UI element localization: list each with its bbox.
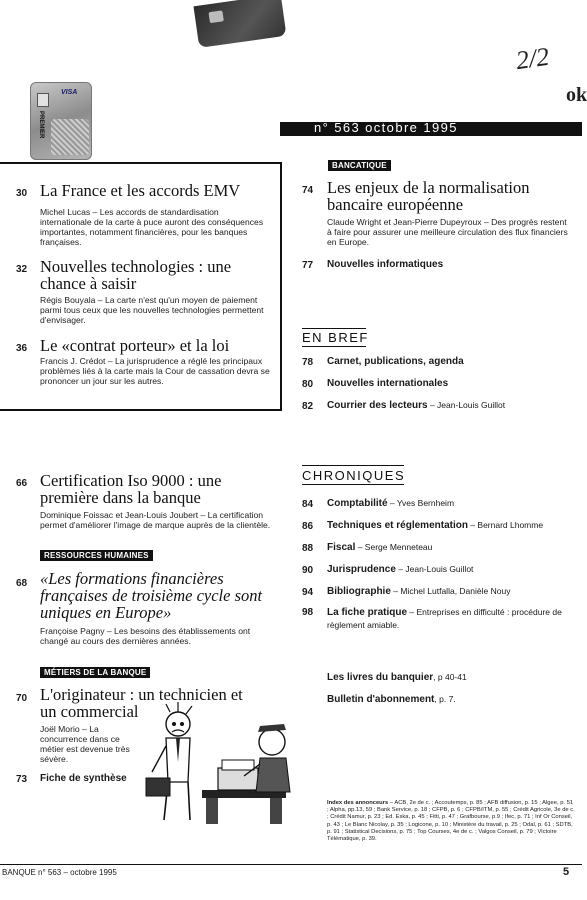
chronique-author: – Michel Lutfalla, Danièle Nouy bbox=[390, 586, 511, 596]
chronique-title-text: Bibliographie bbox=[327, 586, 391, 597]
footer-rule bbox=[0, 864, 582, 865]
article-title-formations[interactable]: «Les formations financières françaises de troisième cycle sont uniques en Europe» bbox=[40, 569, 263, 622]
brief-title-text: Nouvelles internationales bbox=[327, 378, 449, 389]
brief-title[interactable] bbox=[327, 378, 448, 389]
section-tag-metiers: MÉTIERS DE LA BANQUE bbox=[40, 667, 150, 678]
chroniques-rule bbox=[302, 465, 404, 466]
chronique-title[interactable] bbox=[327, 542, 432, 553]
page-number: 78 bbox=[302, 357, 314, 368]
page-number: 66 bbox=[16, 478, 28, 489]
annonceurs-index bbox=[327, 800, 575, 843]
page-number: 77 bbox=[302, 260, 314, 271]
article-title-emv[interactable]: La France et les accords EMV bbox=[40, 181, 241, 200]
handwritten-note: 2/2 bbox=[514, 41, 552, 76]
article-desc-certification: Dominique Foissac et Jean-Louis Joubert – La certification permet d'améliorer l'image de marque auprès de la clientèle. bbox=[40, 510, 271, 530]
page-number: 86 bbox=[302, 521, 314, 532]
page-number: 90 bbox=[302, 565, 314, 576]
page-number: 30 bbox=[16, 188, 28, 199]
en-bref-underline bbox=[302, 346, 366, 347]
page-number: 32 bbox=[16, 264, 28, 275]
bulletin-title: Bulletin d'abonnement bbox=[327, 694, 435, 705]
article-desc-originateur: Joël Morio – La concurrence dans ce métier est devenue très sévère. bbox=[40, 724, 130, 764]
page-number: 88 bbox=[302, 543, 314, 554]
chronique-title-text: La fiche pratique bbox=[327, 607, 408, 618]
bulletin-link[interactable] bbox=[327, 694, 456, 705]
chronique-author: – Serge Menneteau bbox=[355, 542, 433, 552]
page-number: 84 bbox=[302, 499, 314, 510]
article-desc-formations: Françoise Pagny – Les besoins des établissements ont changé au cours des dernières années. bbox=[40, 626, 251, 646]
card-chip-icon bbox=[37, 93, 49, 107]
corner-mark: ok bbox=[566, 84, 587, 106]
chronique-title[interactable] bbox=[327, 606, 577, 632]
card-pattern bbox=[51, 119, 89, 155]
page-number: 68 bbox=[16, 578, 28, 589]
section-tag-rh: RESSOURCES HUMAINES bbox=[40, 550, 153, 561]
annonceurs-label: Index des annonceurs bbox=[327, 800, 389, 806]
credit-card-image bbox=[30, 82, 92, 160]
footer-issue: BANQUE n° 563 – octobre 1995 bbox=[2, 868, 117, 877]
chronique-author: – Jean-Louis Guillot bbox=[395, 564, 474, 574]
chroniques-heading: CHRONIQUES bbox=[302, 468, 406, 483]
brief-author: – Jean-Louis Guillot bbox=[427, 400, 506, 410]
brief-title[interactable] bbox=[327, 356, 464, 367]
chronique-author: – Entreprises en difficulté : procédure de règlement amiable. bbox=[327, 607, 562, 630]
chronique-title-text: Techniques et réglementation bbox=[327, 520, 468, 531]
card-visa-label: VISA bbox=[61, 89, 78, 96]
bulletin-pages: , p. 7. bbox=[434, 694, 456, 704]
page-number: 98 bbox=[302, 607, 314, 618]
brief-title[interactable] bbox=[327, 400, 505, 411]
brief-title-text: Courrier des lecteurs bbox=[327, 400, 428, 411]
card-premier-label: PREMIER bbox=[38, 111, 44, 139]
card-chip-icon bbox=[208, 10, 223, 23]
article-desc-tech: Régis Bouyala – La carte n'est qu'un moyen de paiement parmi tous ceux que les nouvelles technologies permettent d'envisager. bbox=[40, 295, 264, 325]
chronique-title-text: Comptabilité bbox=[327, 498, 388, 509]
page-number: 73 bbox=[16, 774, 28, 785]
chronique-title[interactable] bbox=[327, 586, 510, 597]
chronique-author: – Yves Bernheim bbox=[387, 498, 455, 508]
chronique-author: – Bernard Lhomme bbox=[467, 520, 544, 530]
page-number: 82 bbox=[302, 401, 314, 412]
issue-header-text: n° 563 octobre 1995 bbox=[314, 120, 458, 135]
article-title-normalisation[interactable]: Les enjeux de la normalisation bancaire européenne bbox=[327, 178, 530, 214]
article-title-originateur[interactable]: L'originateur : un technicien et un commercial bbox=[40, 685, 243, 721]
page-number: 70 bbox=[16, 693, 28, 704]
section-tag-bancatique: BANCATIQUE bbox=[328, 160, 391, 171]
en-bref-heading: EN BREF bbox=[302, 330, 369, 345]
livres-link[interactable] bbox=[327, 672, 467, 683]
article-title-certification[interactable]: Certification Iso 9000 : une première dans la banque bbox=[40, 471, 222, 507]
brief-title-text: Carnet, publications, agenda bbox=[327, 356, 464, 367]
article-desc-normalisation: Claude Wright et Jean-Pierre Dupeyroux – Des progrès restent à faire pour assurer une meilleure circulation des flux financiers en Europe. bbox=[327, 217, 568, 247]
article-title-tech[interactable]: Nouvelles technologies : une chance à saisir bbox=[40, 257, 232, 293]
chroniques-underline bbox=[302, 484, 404, 485]
article-title-fiche[interactable]: Fiche de synthèse bbox=[40, 773, 127, 784]
article-title-informatiques[interactable]: Nouvelles informatiques bbox=[327, 259, 444, 270]
page-number: 80 bbox=[302, 379, 314, 390]
livres-pages: , p 40-41 bbox=[433, 672, 467, 682]
credit-card-image-top bbox=[194, 0, 287, 48]
chronique-title[interactable] bbox=[327, 498, 454, 509]
livres-title: Les livres du banquier bbox=[327, 672, 434, 683]
cartoon-illustration bbox=[140, 702, 320, 830]
featured-box-top-rule bbox=[0, 162, 282, 164]
page-number: 74 bbox=[302, 185, 314, 196]
article-desc-contrat: Francis J. Crédot – La jurisprudence a réglé les principaux problèmes liés à la carte mais la Cour de cassation devra se prononcer un jour sur les autres. bbox=[40, 356, 270, 386]
chronique-title[interactable] bbox=[327, 564, 473, 575]
chronique-title[interactable] bbox=[327, 520, 543, 531]
article-title-contrat[interactable]: Le «contrat porteur» et la loi bbox=[40, 336, 230, 355]
en-bref-rule bbox=[302, 328, 366, 329]
page-number: 36 bbox=[16, 343, 28, 354]
chronique-title-text: Fiscal bbox=[327, 542, 356, 553]
annonceurs-text: – ACB, 2e de c. ; Accoutemps, p. 85 ; AFB diffusion, p. 15 ; Algee, p. 51 ; Alpha, pp.13, 59 ; Bank Service, p. 18 ; CFPB, p. 6 ; CFPB/ITM, p. 55 ; Crédit Agricole, 3e de c. ; Crédit Namur, p. 23 ; Ed. Eska, p. 45 ; Fitti, p. 47 ; Grafbourse, p.9 ; Ifec, p. 71 ; Inf Or Conseil, p. 43 ; Le Blanc Nicolay, p. 35 ; Logicone, p. 10 ; Ministère du travail, p. 25 ; Odal, p. 61 ; SDTB, p. 91 ; Statistical Decisions, p. 75 ; Top Courses, 4e de c. ; Valgos Conseil, p. 79 ; Victoire Télématique, p. 39. bbox=[327, 800, 575, 843]
chronique-title-text: Jurisprudence bbox=[327, 564, 396, 575]
article-desc-emv: Michel Lucas – Les accords de standardisation internationale de la carte à puce auront des conséquences importantes, notamment financières, pour les banques françaises. bbox=[40, 207, 264, 247]
footer-page-number: 5 bbox=[563, 866, 570, 878]
page-number: 94 bbox=[302, 587, 314, 598]
